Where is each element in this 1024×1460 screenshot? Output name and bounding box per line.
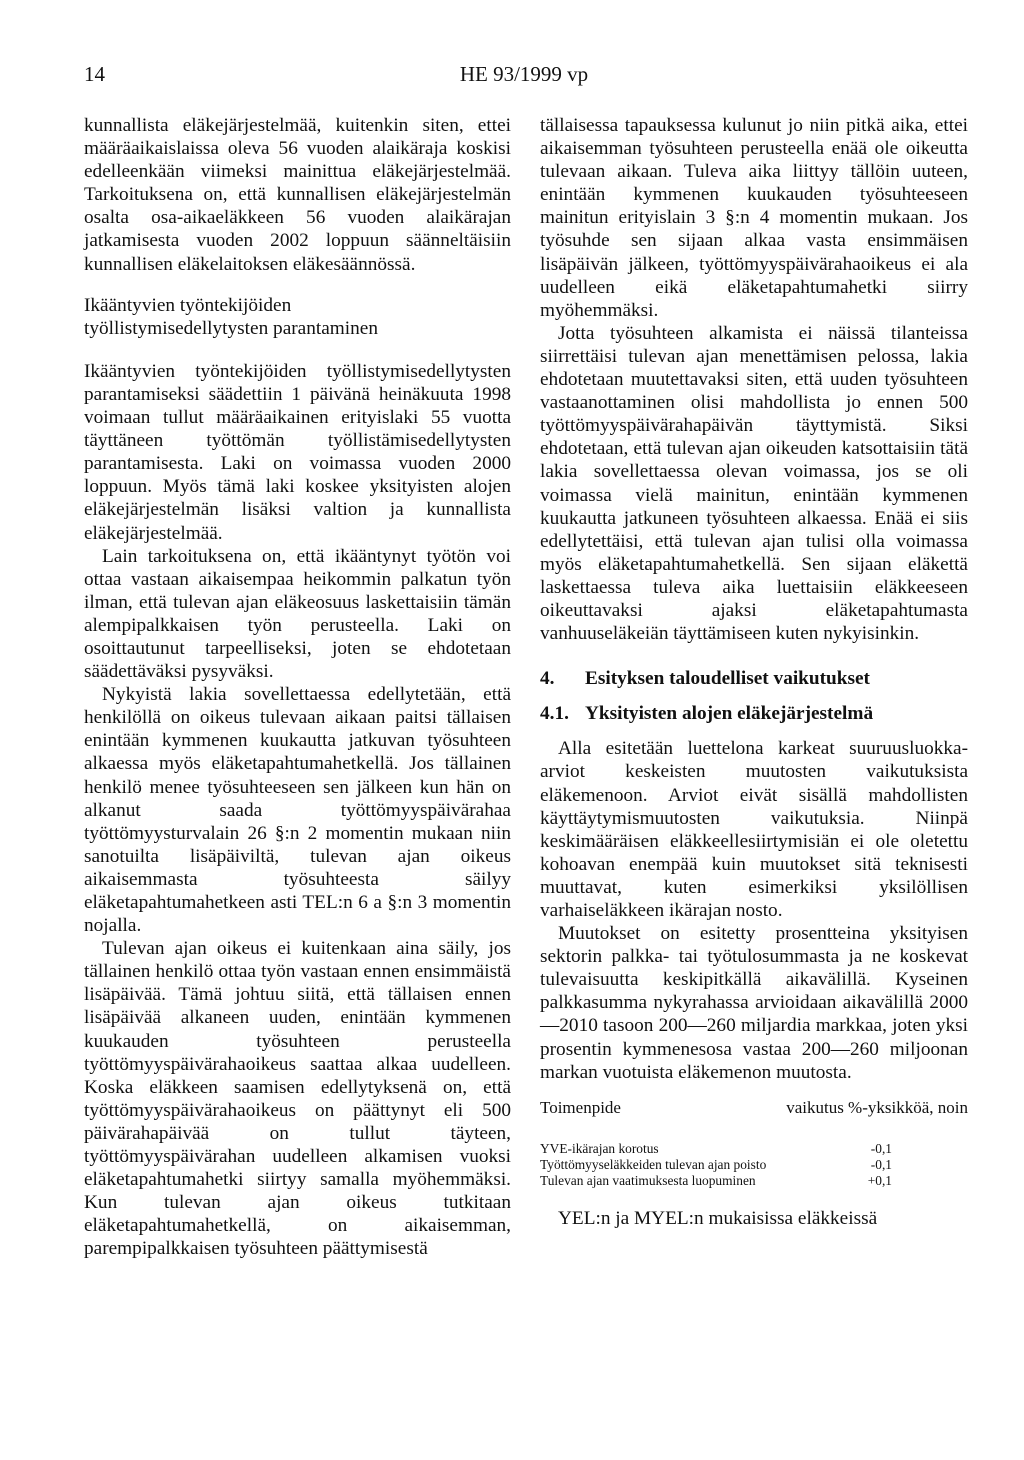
paragraph: tällaisessa tapauksessa kulunut jo niin pitkä aika, ettei aikaisemman työsuhteen perusteella enää ole oikeutta tulevaan aikaan. Tuleva aika liittyy tällöin uuteen, enintään kymmenen kuukauden työsuhteeseen mainitun erityislain 3 §:n 4 momentin mukaan. Jos työsuhde sen sijaan alkaa vasta ensimmäisen lisäpäivän jälkeen, työttömyyspäivärahaoikeus ei ala uudelleen eikä eläketapahtumahetki siirry myöhemmäksi.: [540, 115, 968, 321]
section-number: 4.1.: [540, 703, 569, 725]
section-heading-4-1: [540, 702, 968, 725]
table-cell-label: YVE-ikärajan korotus: [540, 1140, 659, 1156]
table-header-measure: Toimenpide: [540, 1097, 621, 1117]
table-row: [540, 1173, 892, 1189]
section-title: Yksityisten alojen eläkejärjestelmä: [585, 703, 874, 725]
table-cell-value: +0,1: [867, 1172, 892, 1188]
table-cell-label: Työttömyyseläkkeiden tulevan ajan poisto: [540, 1156, 767, 1172]
page-number: 14: [84, 62, 105, 86]
running-title: HE 93/1999 vp: [459, 62, 589, 86]
effects-table: [540, 1141, 892, 1189]
section-number: 4.: [540, 668, 555, 690]
paragraph: Ikääntyvien työntekijöiden työllistymisedellytysten parantamiseksi säädettiin 1 päivänä heinäkuuta 1998 voimaan tullut määräaikainen erityislaki 55 vuotta täyttäneen työttömän työllistämisedellytysten parantamisesta. Laki on voimassa vuoden 2000 loppuun. Myös tämä laki koskee yksityisten alojen eläkejärjestelmän lisäksi valtion ja kunnallista eläkejärjestelmää.: [84, 360, 511, 544]
right-column: [540, 114, 968, 1230]
paragraph: Jotta työsuhteen alkamista ei näissä tilanteissa siirrettäisi tulevan ajan menettämisen pelossa, lakia ehdotetaan muutettavaksi siten, että uuden työsuhteen vastaanottaminen olisi mahdollista jo ennen 500 työttömyyspäivärahapäivän täyttymistä. Siksi ehdotetaan, että tulevan ajan oikeuden katsottaisiin tätä lakia sovellettaessa olevan voimassa, jos se oli voimassa vielä mainitun, enintään kymmenen kuukautta jatkuneen työsuhteen alkaessa. Enää ei siis edellytettäisi, että tulevan ajan tulisi olla voimassa myös eläketapahtumahetkellä. Sen sijaan eläkettä laskettaessa tuleva aika luettaisiin eläkkeeseen oikeuttavaksi ajaksi eläketapahtumasta vanhuuseläkeiän täyttämiseen kuten nykyisinkin.: [540, 322, 968, 645]
table-header: [540, 1096, 968, 1119]
table-header-effect: vaikutus %-yksikköä, noin: [786, 1097, 968, 1117]
paragraph: Lain tarkoituksena on, että ikääntynyt työtön voi ottaa vastaan aikaisempaa heikommin palkatun työn ilman, että tulevan ajan eläkeosuus laskettaisiin tämän alempipalkkaisen työn perusteella. Laki on osoittautunut tarpeelliseksi, joten se ehdotetaan säädettäväksi pysyväksi.: [84, 545, 511, 683]
section-title: Esityksen taloudelliset vaikutukset: [585, 668, 870, 690]
table-row: [540, 1157, 892, 1173]
trailing-text: YEL:n ja MYEL:n mukaisissa eläkkeissä: [558, 1207, 878, 1229]
subheading-line: työllistymisedellytysten parantaminen: [84, 317, 378, 339]
subheading: [84, 294, 511, 340]
paragraph: Nykyistä lakia sovellettaessa edellytetään, että henkilöllä on oikeus tulevaan aikaan paitsi tällaisen enintään kymmenen kuukautta jatkuvan työsuhteen alkaessa myös eläketapahtumahetkellä. Jos tällainen henkilö menee työsuhteeseen sen jälkeen kun hän on alkanut saada työttömyyspäivärahaa työttömyysturvalain 26 §:n 2 momentin mukaan niin sanotuilta lisäpäiviltä, tulevan ajan oikeus aikaisemmasta työsuhteesta säilyy eläketapahtumahetkeen asti TEL:n 6 a §:n 3 momentin nojalla.: [84, 684, 511, 937]
paragraph: Muutokset on esitetty prosentteina yksityisen sektorin palkka- tai työtulosummasta ja ne koskevat tulevaisuutta keskipitkällä aikavälillä. Kyseinen palkkasumma nykyrahassa arvioidaan aikavälillä 2000—2010 tasoon 200—260 miljardia markkaa, joten yksi prosentin kymmenesosa vastaa 200—260 miljoonan markan vuotuista eläkemenon muutosta.: [540, 923, 968, 1083]
table-cell-value: -0,1: [870, 1140, 892, 1156]
page-header: [84, 62, 964, 92]
table-row: [540, 1141, 892, 1157]
paragraph: Tulevan ajan oikeus ei kuitenkaan aina säily, jos tällainen henkilö ottaa työn vastaan ennen ensimmäistä lisäpäivää. Tämä johtuu siitä, että tällaisen ennen lisäpäivää alkaneen uuden, enintään kymmenen kuukauden työsuhteen perusteella työttömyyspäivärahaoikeus saattaa alkaa uudelleen. Koska eläkkeen saamisen edellytyksenä on, että työttömyyspäivärahaoikeus on päättynyt eli 500 päivärahapäivää on tullut täyteen, työttömyyspäivärahan uudelleen alkamisen vuoksi eläketapahtumahetki siirtyy samalla myöhemmäksi. Kun tulevan ajan oikeus tutkitaan eläketapahtumahetkellä, on aikaisemman, parempipalkkaisen työsuhteen päättymisestä: [84, 938, 511, 1260]
left-column: [84, 114, 511, 1261]
table-cell-label: Tulevan ajan vaatimuksesta luopuminen: [540, 1172, 756, 1188]
section-heading-4: [540, 667, 968, 690]
subheading-line: Ikääntyvien työntekijöiden: [84, 294, 292, 316]
paragraph: Alla esitetään luettelona karkeat suuruusluokka-arviot keskeisten muutosten vaikutuksista eläkemenoon. Arviot eivät sisällä mahdollisten käyttäytymismuutosten vaikutuksia. Niinpä keskimääräisen eläkkeellesiirtymisiän ei ole oletettu kohoavan enempää kuin muutokset sitä teknisesti muuttavat, kuten esimerkiksi yksilöllisen varhaiseläkkeen ikärajan nosto.: [540, 738, 968, 921]
table-cell-value: -0,1: [870, 1156, 892, 1172]
paragraph: kunnallista eläkejärjestelmää, kuitenkin siten, ettei määräaikaislaissa oleva 56 vuoden alaikäraja koskisi edelleenkään viimeksi mainittua eläkejärjestelmää. Tarkoituksena on, että kunnallisen eläkejärjestelmän osalta osa-aikaeläkkeen 56 vuoden alaikärajan jatkamisesta vuoden 2002 loppuun säänneltäisiin kunnallisen eläkelaitoksen eläkesäännössä.: [84, 115, 511, 275]
